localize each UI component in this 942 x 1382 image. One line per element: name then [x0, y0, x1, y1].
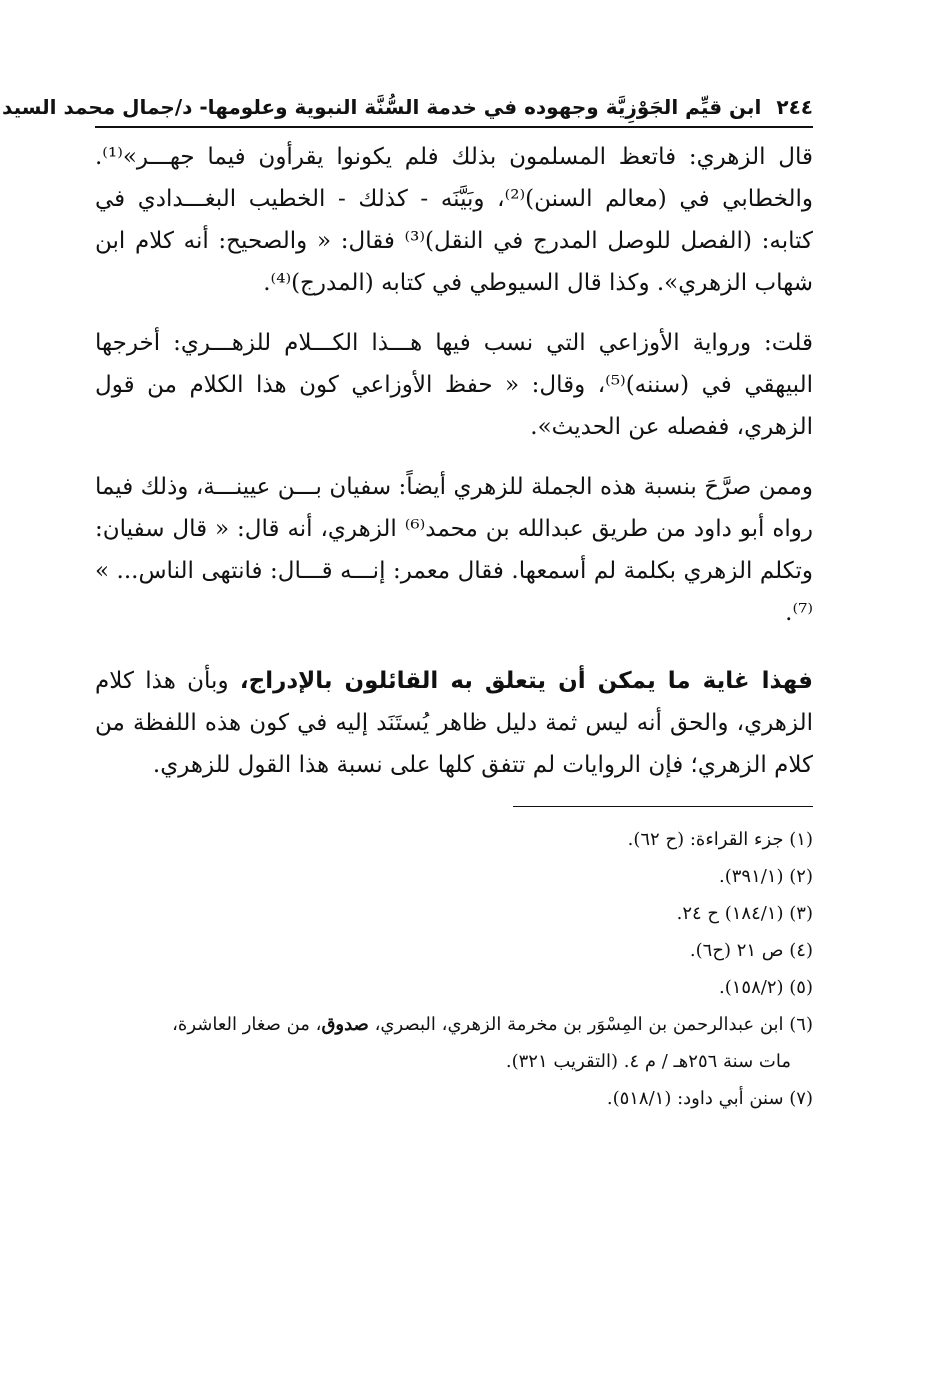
- paragraph-2: قلت: ورواية الأوزاعي التي نسب فيها هـــذا الكـــلام للزهـــري: أخرجها البيهقي في (سننه)⁽⁵⁾، وقال: « حفظ الأوزاعي كون هذا الكلام من قول الزهري، ففصله عن الحديث».: [95, 330, 813, 440]
- paragraph-1: قال الزهري: فاتعظ المسلمون بذلك فلم يكونوا يقرأون فيما جهـــر»⁽¹⁾. والخطابي في (معالم السنن)⁽²⁾، وبَيَّنَه - كذلك - الخطيب البغـــدادي في كتابه: (الفصل للوصل المدرج في النقل)⁽³⁾ فقال: « والصحيح: أنه كلام ابن شهاب الزهري». وكذا قال السيوطي في كتابه (المدرج)⁽⁴⁾.: [95, 144, 813, 296]
- paragraph-4: [95, 660, 813, 786]
- footnote-6-text-2: ، من صغار العاشرة،: [172, 1014, 322, 1035]
- document-page: [2, 90, 813, 1117]
- footnote-1: (١) جزء القراءة: (ح ٦٢).: [627, 829, 813, 850]
- paragraph-3: وممن صرَّحَ بنسبة هذه الجملة للزهري أيضاً: سفيان بـــن عيينـــة، وذلك فيما رواه أبو داود من طريق عبدالله بن محمد⁽⁶⁾ الزهري، أنه قال: « قال سفيان: وتكلم الزهري بكلمة لم أسمعها. فقال معمر: إنـــه قـــال: فانتهى الناس... » ⁽⁷⁾.: [95, 474, 813, 626]
- footnote-5: (٥) (١٥٨/٢).: [719, 977, 813, 998]
- footnotes: [95, 821, 813, 1117]
- footnote-4: (٤) ص ٢١ (ح٦).: [689, 940, 813, 961]
- paragraph-4-text: وبأن هذا كلام الزهري، والحق أنه ليس ثمة دليل ظاهر يُستَنَد إليه في كون هذه اللفظة من كلام الزهري؛ فإن الروايات لم تتفق كلها على نسبة هذا القول للزهري.: [95, 668, 813, 778]
- book-title: ابن قيِّم الجَوْزِيَّة وجهوده في خدمة السُّنَّة النبوية وعلومها- د/جمال محمد السيد: [2, 95, 762, 119]
- footnote-separator: [513, 806, 813, 807]
- footnote-6-continuation: مات سنة ٢٥٦هـ / م ٤. (التقريب ٣٢١).: [505, 1051, 791, 1072]
- footnote-3: (٣) (١٨٤/١) ح ٢٤.: [676, 903, 813, 924]
- footnote-6: [95, 1006, 813, 1080]
- page-number: ٢٤٤: [776, 95, 813, 119]
- footnote-6-text: (٦) ابن عبدالرحمن بن المِسْوَر بن مخرمة الزهري، البصري،: [368, 1014, 813, 1035]
- footnote-7: (٧) سنن أبي داود: (٥١٨/١).: [606, 1088, 813, 1109]
- running-header: [2, 90, 813, 128]
- paragraph-4-emphasis: فهذا غاية ما يمكن أن يتعلق به القائلون بالإدراج،: [239, 668, 813, 694]
- footnote-6-grade: صدوق: [321, 1014, 369, 1035]
- footnote-2: (٢) (٣٩١/١).: [719, 866, 813, 887]
